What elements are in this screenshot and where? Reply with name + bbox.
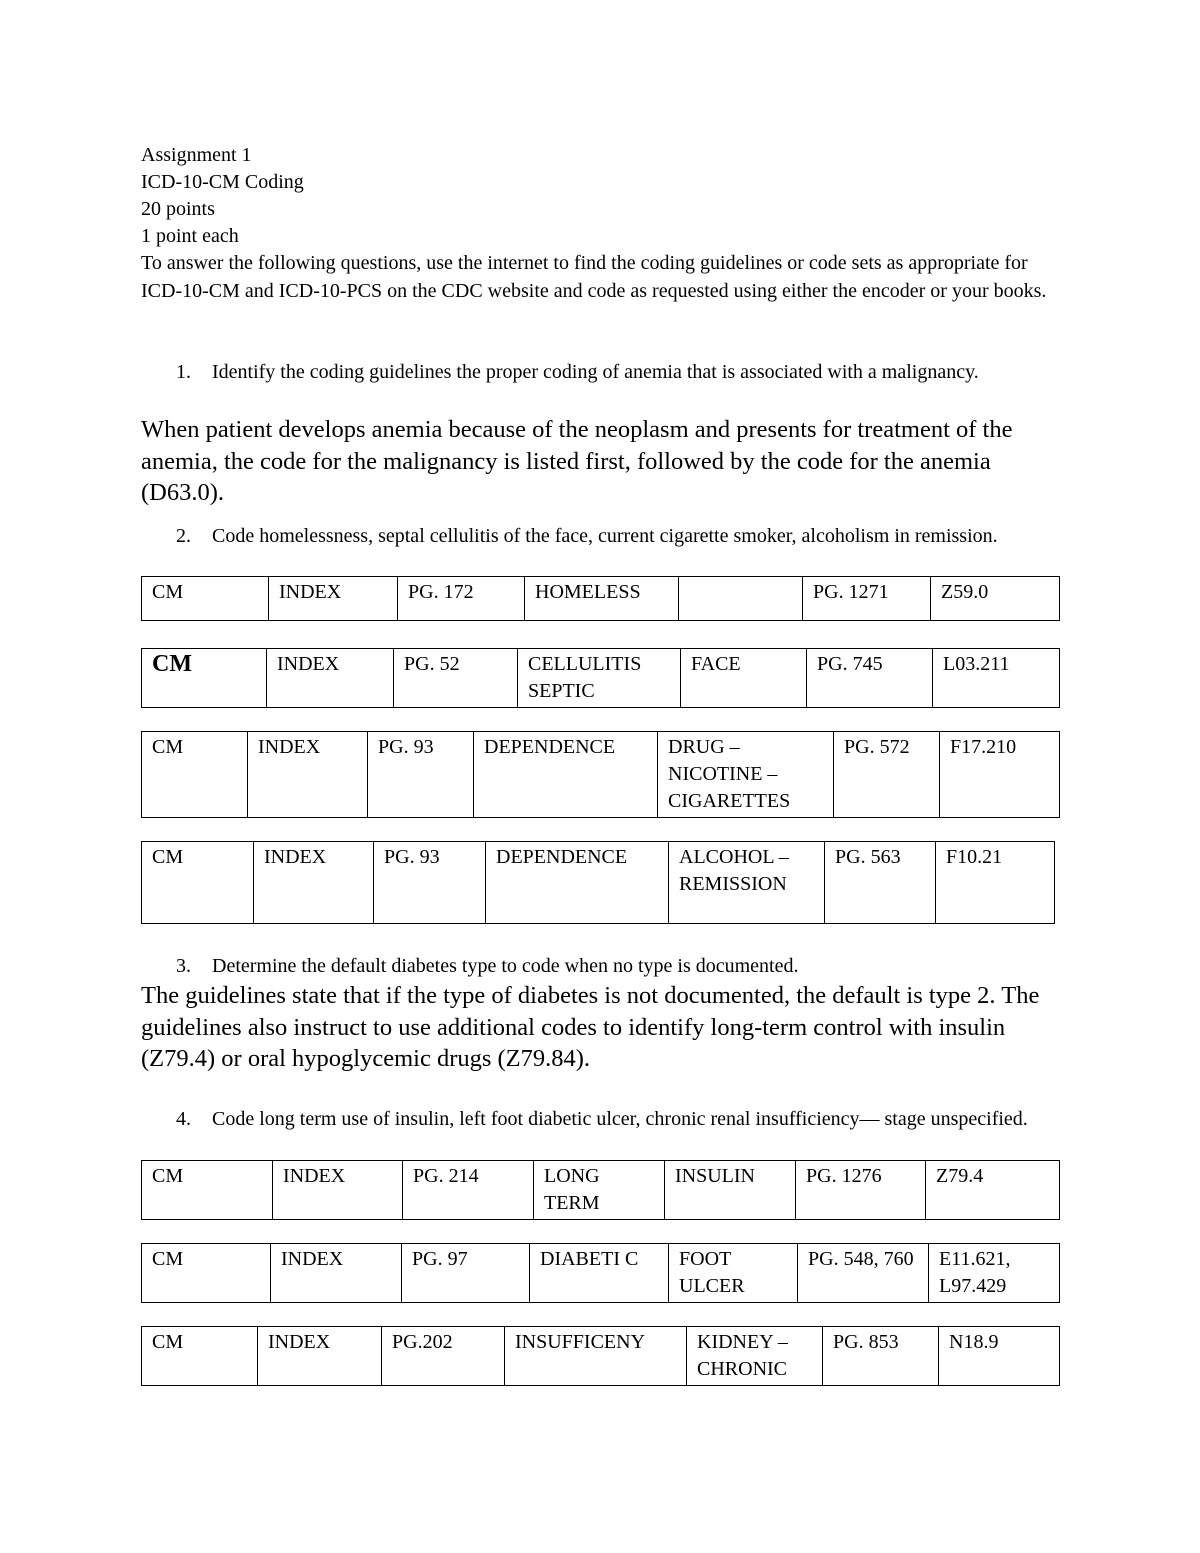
question-number: 3. <box>176 955 191 977</box>
answer-3: The guidelines state that if the type of diabetes is not documented, the default is type 2. The guidelines also instruct to use additional codes to identify long-term control with insulin (Z79.4) or oral hypoglycemic drugs (Z79.84). <box>141 982 1040 1072</box>
table-cell: ALCOHOL – REMISSION <box>669 842 825 924</box>
question-2 <box>176 523 1056 550</box>
table-cell <box>679 577 803 621</box>
table-cell: DIABETI C <box>530 1244 669 1303</box>
table-cell: CM <box>142 1161 273 1220</box>
table-cell: DEPENDENCE <box>474 732 658 818</box>
table-cell: INDEX <box>267 649 394 708</box>
table-cell: FOOT ULCER <box>669 1244 798 1303</box>
question-1 <box>176 359 1056 386</box>
table-cell: PG.202 <box>382 1327 505 1386</box>
question-text: Determine the default diabetes type to code when no type is documented. <box>212 955 799 977</box>
table-cell: PG. 93 <box>368 732 474 818</box>
table-cell: PG. 52 <box>394 649 518 708</box>
question-text: Identify the coding guidelines the proper coding of anemia that is associated with a malignancy. <box>212 361 979 383</box>
table-cell: PG. 548, 760 <box>798 1244 929 1303</box>
code-table-foot-ulcer <box>141 1243 1060 1303</box>
table-cell: PG. 1276 <box>796 1161 926 1220</box>
table-row <box>142 1327 1060 1386</box>
table-cell: N18.9 <box>939 1327 1060 1386</box>
table-cell: INSUFFICENY <box>505 1327 687 1386</box>
table-row <box>142 1161 1060 1220</box>
question-3 <box>176 953 1056 980</box>
table-cell: CM <box>142 577 269 621</box>
table-cell: HOMELESS <box>525 577 679 621</box>
question-number: 2. <box>176 525 191 547</box>
table-cell: Z59.0 <box>931 577 1060 621</box>
table-cell: INDEX <box>258 1327 382 1386</box>
table-cell: CM <box>142 649 267 708</box>
table-cell: PG. 93 <box>374 842 486 924</box>
table-cell: CM <box>142 732 248 818</box>
assignment-subject: ICD-10-CM Coding <box>141 171 304 193</box>
table-cell: LONG TERM <box>534 1161 665 1220</box>
table-cell: CELLULITIS SEPTIC <box>518 649 681 708</box>
question-text: Code long term use of insulin, left foot diabetic ulcer, chronic renal insufficiency— stage unspecified. <box>212 1108 1028 1130</box>
assignment-points: 20 points <box>141 198 215 220</box>
code-table-homeless <box>141 576 1060 621</box>
table-cell: INDEX <box>254 842 374 924</box>
table-cell: KIDNEY – CHRONIC <box>687 1327 823 1386</box>
code-table-alcohol <box>141 841 1055 924</box>
code-table-insulin <box>141 1160 1060 1220</box>
answer-1: When patient develops anemia because of the neoplasm and presents for treatment of the anemia, the code for the malignancy is listed first, followed by the code for the anemia (D63.0). <box>141 416 1013 506</box>
table-cell: F17.210 <box>940 732 1060 818</box>
table-row <box>142 842 1055 924</box>
table-cell: PG. 853 <box>823 1327 939 1386</box>
table-cell: DEPENDENCE <box>486 842 669 924</box>
assignment-point-each: 1 point each <box>141 225 239 247</box>
table-cell: INDEX <box>248 732 368 818</box>
question-4 <box>176 1106 1056 1133</box>
assignment-title: Assignment 1 <box>141 144 252 166</box>
question-number: 4. <box>176 1108 191 1130</box>
table-cell: INDEX <box>269 577 398 621</box>
table-cell: CM <box>142 1244 271 1303</box>
table-cell: PG. 563 <box>825 842 936 924</box>
table-cell: PG. 97 <box>402 1244 530 1303</box>
table-row <box>142 649 1060 708</box>
table-cell: CM <box>142 1327 258 1386</box>
table-cell: DRUG – NICOTINE – CIGARETTES <box>658 732 834 818</box>
code-table-nicotine <box>141 731 1060 818</box>
code-table-cellulitis <box>141 648 1060 708</box>
table-row <box>142 1244 1060 1303</box>
question-number: 1. <box>176 361 191 383</box>
table-cell: E11.621, L97.429 <box>929 1244 1060 1303</box>
table-cell: INSULIN <box>665 1161 796 1220</box>
table-cell: PG. 1271 <box>803 577 931 621</box>
table-cell: L03.211 <box>933 649 1060 708</box>
code-table-kidney <box>141 1326 1060 1386</box>
table-cell: PG. 745 <box>807 649 933 708</box>
table-cell: PG. 214 <box>403 1161 534 1220</box>
table-cell: INDEX <box>273 1161 403 1220</box>
table-row <box>142 732 1060 818</box>
table-cell: Z79.4 <box>926 1161 1060 1220</box>
table-row <box>142 577 1060 621</box>
assignment-instructions: To answer the following questions, use the internet to find the coding guidelines or code sets as appropriate for ICD-10-CM and ICD-10-PCS on the CDC website and code as requested using either the encoder or your books. <box>141 252 1047 302</box>
table-cell: INDEX <box>271 1244 402 1303</box>
table-cell: PG. 572 <box>834 732 940 818</box>
table-cell: F10.21 <box>936 842 1055 924</box>
question-text: Code homelessness, septal cellulitis of the face, current cigarette smoker, alcoholism in remission. <box>212 525 998 547</box>
table-cell: FACE <box>681 649 807 708</box>
table-cell: PG. 172 <box>398 577 525 621</box>
table-cell: CM <box>142 842 254 924</box>
